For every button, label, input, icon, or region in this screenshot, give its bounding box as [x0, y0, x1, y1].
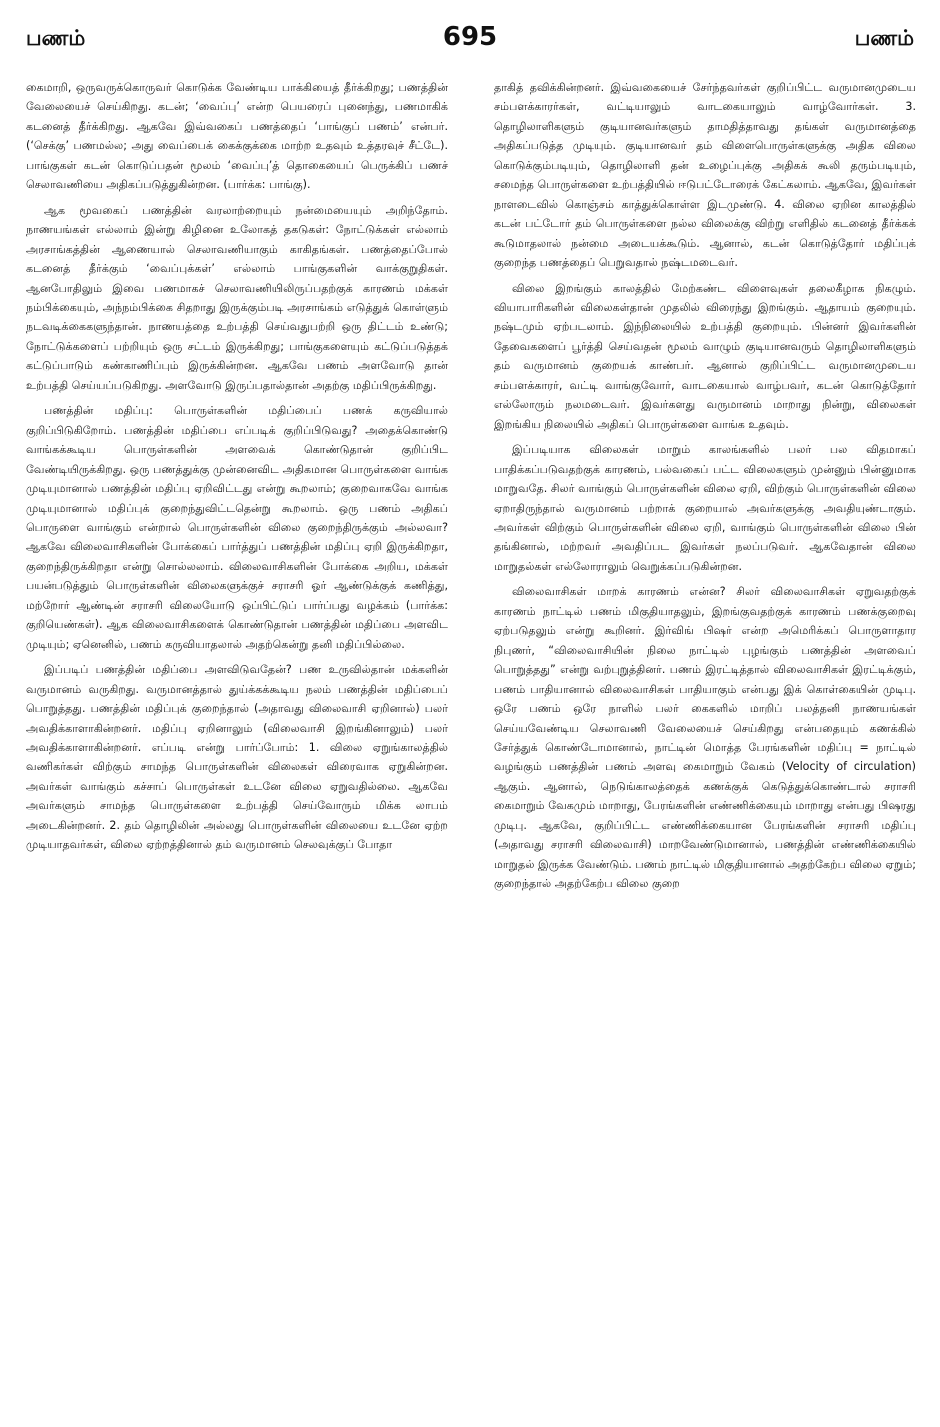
page-header [26, 22, 914, 62]
right-column [494, 78, 916, 1408]
paragraph: கைமாறி, ஒருவருக்கொருவர் கொடுக்க வேண்டிய பாக்கியைத் தீர்க்கிறது; பணத்தின் வேலையைச் செய்கிறது. கடன்; ‘வைப்பு’ என்ற பெயரைப் புனைந்து, பணமாகிக் கடனைத் தீர்க்கிறது. ஆகவே இவ்வகைப் பணத்தைப் ‘பாங்குப் பணம்’ என்பர். (‘செக்கு’ பணமல்ல; அது வைப்பைக் கைக்குக்கை மாற்ற உதவும் உத்தரவுச் சீட்டே). பாங்குகள் கடன் கொடுப்பதன் மூலம் ‘வைப்பு’த் தொகையைப் பெருக்கிப் பணச் செலாவணியை அதிகப்படுத்துகின்றன. (பார்க்க: பாங்கு). [26, 81, 448, 192]
paragraph: இப்படியாக விலைகள் மாறும் காலங்களில் பலர் பல விதமாகப் பாதிக்கப்படுவதற்குக் காரணம், பல்வகைப் பட்ட விலைகளும் முன்னும் பின்னுமாக மாறுவதே. சிலர் வாங்கும் பொருள்களின் விலை ஏறி, விற்கும் பொருள்களின் விலை ஏறாதிருந்தால் வருமானம் பற்றாக் குறையால் அவர்களுக்கு அவதியுண்டாகும். அவர்கள் விற்கும் பொருள்களின் விலை ஏறி, வாங்கும் பொருள்களின் விலை பின் தங்கினால், மற்றவர் அவதிப்பட இவர்கள் நலப்படுவர். ஆகவேதான் விலை மாறுதல்கள் எல்லோராலும் வெறுக்கப்படுகின்றன. [494, 443, 916, 573]
paragraph: ஆக மூவகைப் பணத்தின் வரலாற்றையும் நன்மையையும் அறிந்தோம். நாணயங்கள் எல்லாம் இன்று கிழினை உலோகத் தகடுகள்: நோட்டுக்கள் எல்லாம் அரசாங்கத்தின் ஆணையால் செலாவணியாகும் காகிதங்கள். பணத்தைப்போல் கடனைத் தீர்க்கும் ‘வைப்புக்கள்’ எல்லாம் பாங்குகளின் வாக்குறுதிகள். ஆனபோதிலும் இவை பணமாகச் செலாவணியிலிருப்பதற்குக் காரணம் மக்கள் நம்பிக்கையும், அந்நம்பிக்கை சிதறாது இருக்கும்படி அரசாங்கம் எடுத்துக் கொள்ளும் நடவடிக்கைகளுந்தான். நாணயத்தை உற்பத்தி செய்வதுபற்றி ஒரு திட்டம் உண்டு; நோட்டுக்களைப் பற்றியும் ஒரு சட்டம் இருக்கிறது; பாங்குகளையும் கட்டுப்படுத்தக் கட்டுப்பாடும் கண்காணிப்பும் இருக்கின்றன. ஆகவே பணம் அளவோடு தான் உற்பத்தி செய்யப்படுகிறது. அளவோடு இருப்பதால்தான் அதற்கு மதிப்பிருக்கிறது. [26, 203, 448, 392]
paragraph: இப்படிப் பணத்தின் மதிப்பை அளவிடுவதேன்? பண உருவில்தான் மக்களின் வருமானம் வருகிறது. வருமானத்தால் துய்க்கக்கூடிய நலம் பணத்தின் மதிப்பைப் பொறுத்தது. பணத்தின் மதிப்புக் குறைந்தால் (அதாவது விலைவாசி ஏறினால்) பலர் அவதிக்காளாகின்றனர். மதிப்பு ஏறினாலும் (விலைவாசி இறங்கினாலும்) பலர் அவதிக்காளாகின்றனர். எப்படி என்று பார்ப்போம்: 1. விலை ஏறுங்காலத்தில் வணிகர்கள் விற்கும் சாமந்த பொருள்களின் விலைகள் விரைவாக ஏறுகின்றன. அவர்கள் வாங்கும் கச்சாப் பொருள்கள் உடனே விலை ஏறுவதில்லை. ஆகவே அவர்களும் சாமந்த பொருள்களை உற்பத்தி செய்வோரும் மிக்க லாபம் அடைகின்றனர். 2. தம் தொழிலின் அல்லது பொருள்களின் விலையை உடனே ஏற்ற முடியாதவர்கள், விலை ஏற்றத்தினால் தம் வருமானம் செலவுக்குப் போதா [26, 663, 448, 852]
running-head-left: பணம் [26, 26, 86, 50]
paragraph: பணத்தின் மதிப்பு: பொருள்களின் மதிப்பைப் பணக் கருவியால் குறிப்பிடுகிறோம். பணத்தின் மதிப்பை எப்படிக் குறிப்பிடுவது? அதைக்கொண்டு வாங்கக்கூடிய பொருள்களின் அளவைக் கொண்டுதான் குறிப்பிட வேண்டியிருக்கிறது. ஒரு பணத்துக்கு முன்னைவிட அதிகமான பொருள்களை வாங்க முடியுமானால் பணத்தின் மதிப்பு ஏறிவிட்டது என்று கூறலாம்; குறைவாகவே வாங்க முடியுமானால் மதிப்புக் குறைந்துவிட்டதென்று கூறலாம். ஒரு பணம் அதிகப் பொருளை வாங்கும் என்றால் பொருள்களின் விலை குறைந்திருக்கும் அல்லவா? ஆகவே விலைவாசிகளின் போக்கைப் பார்த்துப் பணத்தின் மதிப்பு ஏறி இருக்கிறதா, குறைந்திருக்கிறதா என்று சொல்லலாம். விலைவாசிகளின் போக்கை அறிய, மக்கள் பயன்படுத்தும் பொருள்களின் விலைகளுக்குச் சராசரி ஓர் ஆண்டுக்குக் கணித்து, மற்றோர் ஆண்டின் சராசரி விலையோடு ஒப்பிட்டுப் பார்ப்பது வழக்கம் (பார்க்க: குறியெண்கள்). ஆக விலைவாசிகளைக் கொண்டுதான் பணத்தின் மதிப்பை அளவிட முடியும்; ஏனெனில், பணம் கருவியாதலால் அதற்கென்று தனி மதிப்பில்லை. [26, 404, 448, 651]
left-column [26, 78, 448, 1408]
paragraph: விலைவாசிகள் மாறக் காரணம் என்ன? சிலர் விலைவாசிகள் ஏறுவதற்குக் காரணம் நாட்டில் பணம் மிகுதியாதலும், இறங்குவதற்குக் காரணம் பணக்குறைவு ஏற்படுதலும் என்று கூறினர். இர்விங் பிஷர் என்ற அமெரிக்கப் பொருளாதார நிபுணர், “விலைவாசியின் நிலை நாட்டில் புழங்கும் பணத்தின் அளவைப் பொறுத்தது” என்று வற்புறுத்தினர். பணம் இரட்டித்தால் விலைவாசிகள் இரட்டிக்கும், பணம் பாதியானால் விலைவாசிகள் பாதியாகும் என்பது இக் கொள்கையின் முடிபு. ஒரே பணம் ஒரே நாளில் பலர் கைகளில் மாறிப் பலத்தனி நாணயங்கள் செய்யவேண்டிய செலாவணி வேலையைச் செய்கிறது என்பதையும் கணக்கில் சேர்த்துக் கொண்டோமானால், நாட்டின் மொத்த பேரங்களின் மதிப்பு = நாட்டில் வழங்கும் பணத்தின் பணம் அளவு கைமாறும் வேகம் (Velocity of circulation) ஆகும். ஆனால், நெடுங்காலத்தைக் கணக்குக் கெடுத்துக்கொண்டால் சராசரி கைமாறும் வேகமும் மாறாது, பேரங்களின் எண்ணிக்கையும் மாறாது என்பது பிஷரது முடிபு. ஆகவே, குறிப்பிட்ட எண்ணிக்கையான பேரங்களின் சராசரி மதிப்பு (அதாவது சராசரி விலைவாசி) மாறவேண்டுமானால், பணத்தின் எண்ணிக்கையில் மாறுதல் இருக்க வேண்டும். பணம் நாட்டில் மிகுதியானால் அதற்கேற்ப விலை ஏறும்; குறைந்தால் அதற்கேற்ப விலை குறை [494, 585, 916, 891]
page-number: 695 [442, 22, 498, 52]
paragraph: விலை இறங்கும் காலத்தில் மேற்கண்ட விளைவுகள் தலைகீழாக நிகழும். வியாபாரிகளின் விலைகள்தான் முதலில் விரைந்து இறங்கும். ஆதாயம் குறையும். நஷ்டமும் ஏற்படலாம். இந்நிலையில் உற்பத்தி குறையும். பின்னர் இவர்களின் தேவைகளைப் பூர்த்தி செய்வதன் மூலம் வாழும் குடியானவரும் தொழிலாளிகளும் தம் வருமானம் குறையக் காண்பர். ஆனால் குறிப்பிட்ட வருமானமுடைய சம்பளக்காரர், வட்டி வாங்குவோர், வாடகையால் வாழ்பவர், கடன் கொடுத்தோர் எல்லோரும் நலமடைவர். இவர்களது வருமானம் மாறாது நின்று, விலைகள் இறங்கிய நிலையில் அதிகப் பொருள்களை வாங்க உதவும். [494, 281, 916, 431]
running-head-right: பணம் [854, 26, 914, 50]
paragraph: தாகித் தவிக்கின்றனர். இவ்வகையைச் சேர்ந்தவர்கள் குறிப்பிட்ட வருமானமுடைய சம்பளக்காரர்கள், வட்டியாலும் வாடகையாலும் வாழ்வோர்கள். 3. தொழிலாளிகளும் குடியானவர்களும் தாமதித்தாவது தங்கள் வருமானத்தை அதிகப்படுத்த முடியும். குடியானவர் தம் விளைபொருள்களுக்கு அதிக விலை கொடுக்கும்படியும், தொழிலாளி தன் உழைப்புக்கு அதிகக் கூலி தரும்படியும், சமைந்த பொருள்களை உற்பத்தியில் ஈடுபட்டோரைக் கேட்கலாம். ஆகவே, இவர்கள் நாளடைவில் கொஞ்சம் காத்துக்கொள்ள இடமுண்டு. 4. விலை ஏறின காலத்தில் கடன் பட்டோர் தம் பொருள்களை நல்ல விலைக்கு விற்று எளிதில் கடனைத் தீர்க்கக் கூடுமாதலால் நன்மை அடையக்கூடும். ஆனால், கடன் கொடுத்தோர் மதிப்புக் குறைந்த பணத்தைப் பெறுவதால் நஷ்டமடைவர். [494, 81, 916, 270]
